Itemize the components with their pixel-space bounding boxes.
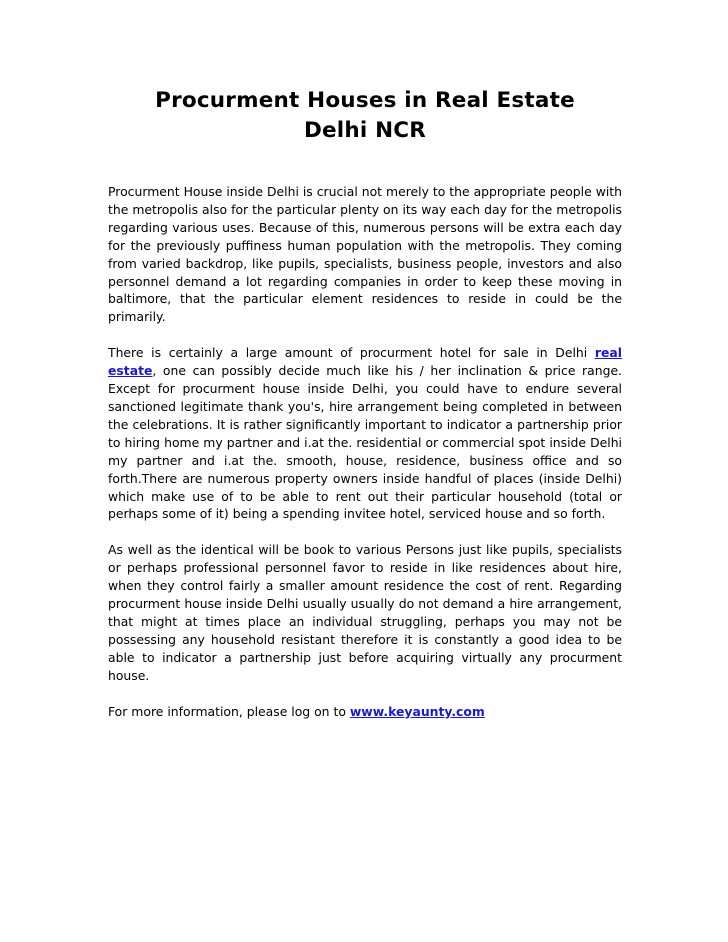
real-estate-link[interactable]: real estate: [108, 345, 622, 379]
more-info-text: For more information, please log on to: [108, 703, 350, 719]
paragraph-2-text-start: There is certainly a large amount of procurment hotel for sale in Delhi: [108, 345, 595, 361]
website-link[interactable]: www.keyaunty.com: [349, 703, 485, 719]
more-info-paragraph: [108, 703, 622, 721]
document-body: [108, 183, 622, 738]
paragraph-2-text-end: , one can possibly decide much like his / her inclination & price range. Except for procurment house inside Delhi, you could have to endure several sanctioned legitimate thank you's, hire arrangement being completed in between the celebrations. It is rather significantly important to indicator a partnership prior to hiring home my partner and i.at the. residential or commercial spot inside Delhi my partner and i.at the. smooth, house, residence, business office and so forth.There are numerous property owners inside handful of places (inside Delhi) which make use of to be able to rent out their particular household (total or perhaps some of it) being a spending invitee hotel, serviced house and so forth.: [108, 363, 622, 522]
title-line-1: Procurment Houses in Real Estate: [155, 88, 575, 113]
page-title: [108, 86, 622, 146]
paragraph-1: Procurment House inside Delhi is crucial not merely to the appropriate people with the metropolis also for the particular plenty on its way each day for the metropolis regarding various uses. Because of this, numerous persons will be extra each day for the previously puffiness human population with the metropolis. They coming from varied backdrop, like pupils, specialists, business people, investors and also personnel demand a lot regarding companies in order to keep these moving in baltimore, that the particular element residences to reside in could be the primarily.: [108, 184, 622, 325]
paragraph-2: [108, 344, 622, 523]
title-line-2: Delhi NCR: [303, 118, 427, 143]
paragraph-3: As well as the identical will be book to various Persons just like pupils, specialists or perhaps professional personnel favor to reside in like residences about hire, when they control fairly a smaller amount residence the cost of rent. Regarding procurment house inside Delhi usually usually do not demand a hire arrangement, that might at times place an individual struggling, perhaps you may not be possessing any household resistant therefore it is constantly a good idea to be able to indicator a partnership just before acquiring virtually any procurment house.: [108, 542, 622, 683]
